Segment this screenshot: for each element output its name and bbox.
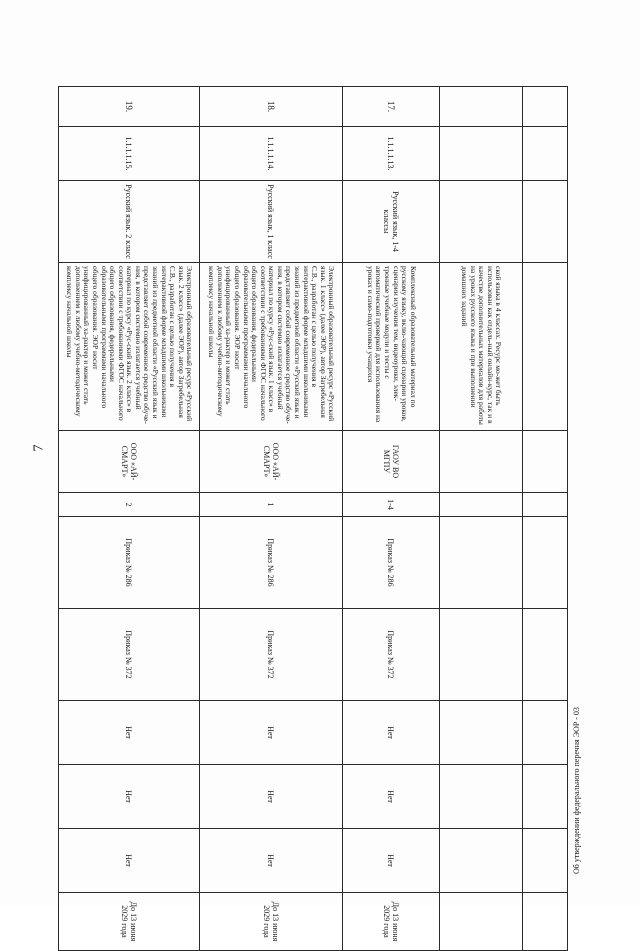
table-row (343, 87, 440, 951)
row-description: Электронный образовательный ресурс «Русский язык. 1 класс» (далее ЭОР), автор Загребельная С.В., разработан с целью получения в интерактивной форме младшими школьниками знаний из предметной области «Русский язык и представляет собой современное средство обуче-ния, в котором системно излагается учебный материал по курсу «Рус-ский язык. 1 класс» в соответствии с требованиями ФГОС начального общего образования, федеральными образовательными программами начального общего образования. ЭОР носит унифицированный ха-рактер и может стать дополнением к любому учебно-методическому комплексу начальной школы (200, 263, 343, 431)
row-col-b: Нет (200, 765, 343, 829)
row-order-2: Приказ № 372 (200, 609, 343, 701)
row-col-b: Нет (343, 765, 440, 829)
row-order-1: Приказ № 286 (343, 517, 440, 609)
eor-table-rotated (65, 86, 568, 942)
table-row-blank (523, 87, 568, 951)
row-description: Электронный образовательный ресурс «Русский язык. 2 класс» (далее ЭОР), автор Загребельная С.В., разработан с целью получения в интерактивной форме младшими школьниками знаний из предметной области «Русский язык и представляет собой современное средство обуче-ния, в котором системно излагается учебный материал по курсу «Рус-ский язык. 2 класс» в соответствии с требованиями ФГОС начального общего образования, федеральными образовательными программами начального общего образования. ЭОР носит унифицированный ха-рактер и может стать дополнением к любому учебно-методическому комплексу начальной школы (59, 263, 200, 431)
row-grades: 1 (200, 493, 343, 517)
row-number: 18. (200, 87, 343, 127)
row-code: 1.1.1.1.15. (59, 127, 200, 181)
row-code: 1.1.1.1.14. (200, 127, 343, 181)
row-col-a: Нет (59, 701, 200, 765)
row-subject: Русский язык, 1 класс (200, 181, 343, 263)
row-deadline: До 13 июня 2029 года (200, 893, 343, 951)
row-number: 17. (343, 87, 440, 127)
table-row (59, 87, 200, 951)
row-grades: 2 (59, 493, 200, 517)
page-number: 7 (31, 444, 47, 452)
row-subject: Русский язык, 1-4 классы (343, 181, 440, 263)
footer-text: Об утверждении федерального перечня ЭОР - 03 (572, 707, 581, 874)
table-row-continuation (440, 87, 523, 951)
row-col-c: Нет (59, 829, 200, 893)
row-order-2: Приказ № 372 (343, 609, 440, 701)
row-code: 1.1.1.1.13. (343, 127, 440, 181)
row-col-a: Нет (343, 701, 440, 765)
row-order-1: Приказ № 286 (59, 517, 200, 609)
row-order-1: Приказ № 286 (200, 517, 343, 609)
row-organization: ООО «АЙ-СМАРТ» (200, 431, 343, 493)
row-number: 19. (59, 87, 200, 127)
row-subject: Русский язык. 2 класс (59, 181, 200, 263)
row-col-c: Нет (343, 829, 440, 893)
continuation-text: ской языка в 4 классах. Ресурс мо-жет быть использован как отдель-ный онлайн-курс, так и в качестве дополнительных материалов для работы на уроках русского языка и при выполнении домашних заданий (440, 263, 523, 431)
table-row (200, 87, 343, 951)
row-organization: ООО «АЙ-СМАРТ» (59, 431, 200, 493)
row-col-b: Нет (59, 765, 200, 829)
row-order-2: Приказ № 372 (59, 609, 200, 701)
row-col-a: Нет (200, 701, 343, 765)
row-description: Комплексный образовательный материал по русскому языку, вклю-чающий сценарии уроков, сценарии изучения тем, видеоуроки, элек-тронные учебные модули и тесты с автоматической проверкой для использования на уроках и само-подготовки учащихся (343, 263, 440, 431)
row-deadline: До 13 июня 2029 года (59, 893, 200, 951)
row-organization: ГАОУ ВО МГПУ (343, 431, 440, 493)
row-grades: 1-4 (343, 493, 440, 517)
row-deadline: До 13 июня 2029 года (343, 893, 440, 951)
eor-table (58, 86, 568, 951)
row-col-c: Нет (200, 829, 343, 893)
